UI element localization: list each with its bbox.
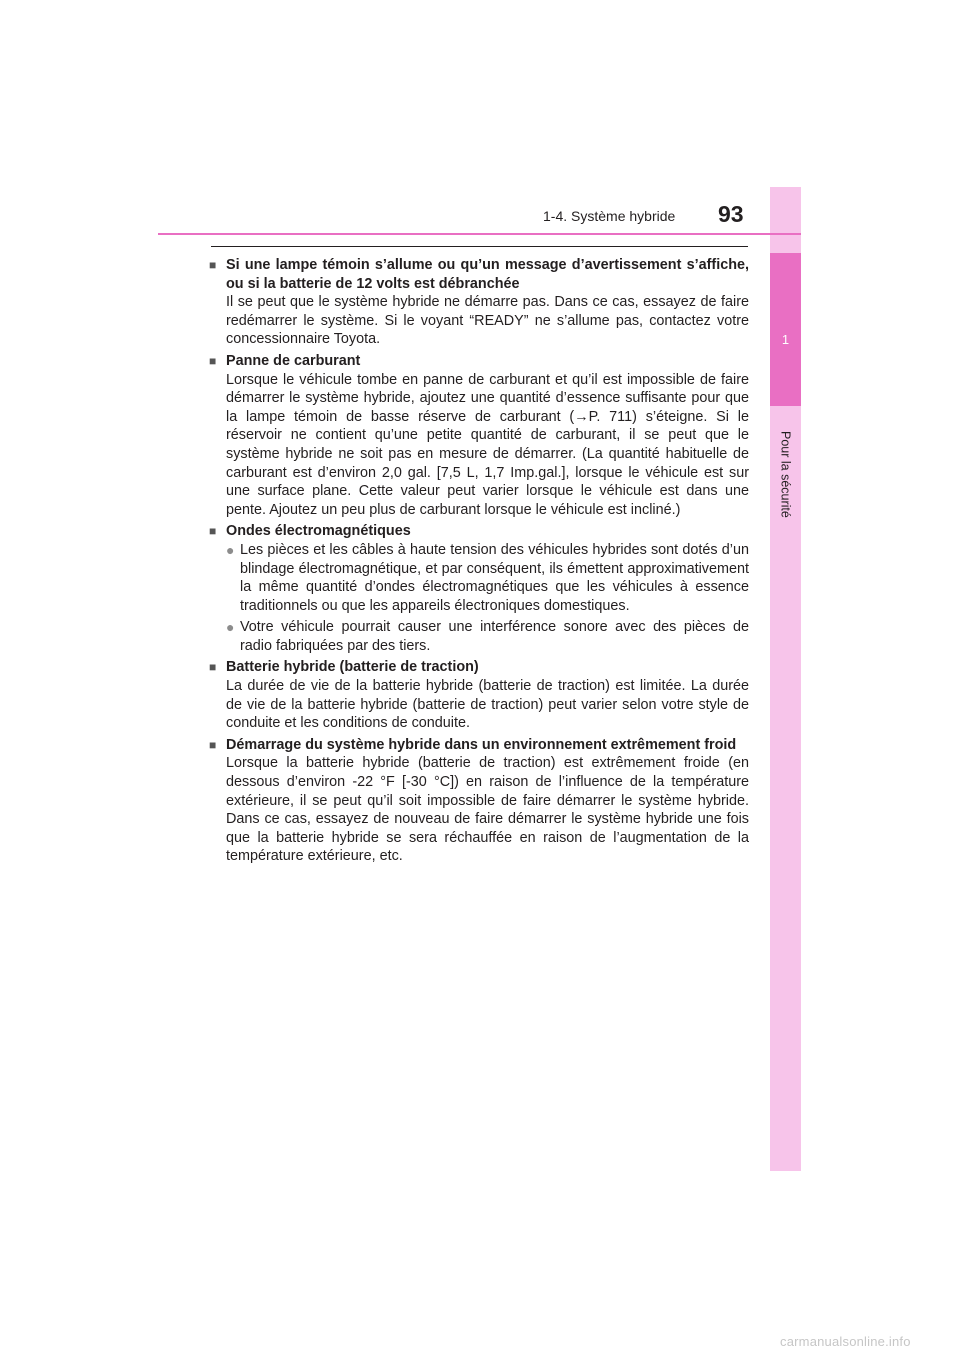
section-heading: Si une lampe témoin s’allume ou qu’un message d’avertissement s’affiche, ou si la batterie de 12 volts est débranchée — [226, 257, 749, 292]
header-divider — [158, 233, 801, 235]
chapter-side-tab — [770, 187, 801, 1171]
section-heading: Ondes électromagnétiques — [226, 523, 411, 540]
square-bullet-icon: ■ — [209, 353, 217, 368]
list-item — [226, 618, 749, 655]
square-bullet-icon: ■ — [209, 258, 217, 272]
section-title: 1-4. Système hybride — [543, 208, 676, 224]
section-paragraph: Lorsque le véhicule tombe en panne de carburant et qu’il est impossible de faire démarrer le système hybride, ajoutez une quantité d’essence suffisante pour que la lampe témoin de basse réserve de carburant (→P. 711) s’éteigne. Si le réservoir ne contient qu’une petite quantité de carburant, il se peut que le système hybride ne soit pas en mesure de démarrer. (La quantité habituelle de carburant est d’environ 2,0 gal. [7,5 L, 1,7 Imp.gal.], lorsque le véhicule est sur une surface plane. Cette valeur peut varier lorsque le véhicule est dans une pente. Ajoutez un peu plus de carburant lorsque le véhicule est incliné.) — [226, 371, 749, 518]
section-cold-start — [209, 736, 749, 866]
section-heading: Panne de carburant — [226, 352, 361, 369]
section-heading: Démarrage du système hybride dans un environnement extrêmement froid — [226, 736, 737, 753]
circle-bullet-icon: ● — [226, 619, 235, 636]
bullet-text: Votre véhicule pourrait causer une interférence sonore avec des pièces de radio fabriquées par des tiers. — [240, 619, 749, 654]
section-warning-light — [209, 256, 749, 349]
chapter-title: Pour la sécurité — [778, 431, 793, 518]
section-heading: Batterie hybride (batterie de traction) — [226, 659, 479, 676]
chapter-number-tab[interactable] — [770, 253, 801, 406]
list-item — [226, 541, 749, 615]
square-bullet-icon: ■ — [209, 737, 217, 752]
square-bullet-icon: ■ — [209, 524, 217, 539]
section-hybrid-battery — [209, 658, 749, 732]
section-fuel-outage — [209, 352, 749, 519]
section-paragraph: Il se peut que le système hybride ne démarre pas. Dans ce cas, essayez de faire redémarrer le système. Si le voyant “READY” ne s’allume pas, contactez votre concessionnaire Toyota. — [226, 294, 749, 348]
section-paragraph: Lorsque la batterie hybride (batterie de traction) est extrêmement froide (en dessous d’environ -22 °F [-30 °C]) en raison de l’influence de la température extérieure, il se peut qu’il soit impossible de faire démarrer le système hybride. Dans ce cas, essayez de nouveau de faire démarrer le système hybride une fois que la batterie hybride se sera réchauffée en raison de l’augmentation de la température extérieure, etc. — [226, 755, 749, 865]
bullet-text: Les pièces et les câbles à haute tension des véhicules hybrides sont dotés d’un blindage électromagnétique, et par conséquent, ils émettent approximativement la même quantité d’ondes électromagnétiques que les véhicules à essence traditionnels ou que les appareils électroniques domestiques. — [240, 541, 749, 614]
section-paragraph: La durée de vie de la batterie hybride (batterie de traction) est limitée. La durée de vie de la batterie hybride (batterie de traction) peut varier selon votre style de conduite et les conditions de conduite. — [226, 678, 749, 732]
circle-bullet-icon: ● — [226, 541, 235, 558]
square-bullet-icon: ■ — [209, 660, 217, 675]
page-content — [209, 256, 749, 869]
page-number: 93 — [718, 201, 744, 227]
section-electromagnetic-waves — [209, 522, 749, 655]
watermark: carmanualsonline.info — [780, 1334, 911, 1349]
chapter-number: 1 — [781, 332, 790, 347]
content-top-divider — [211, 246, 748, 247]
